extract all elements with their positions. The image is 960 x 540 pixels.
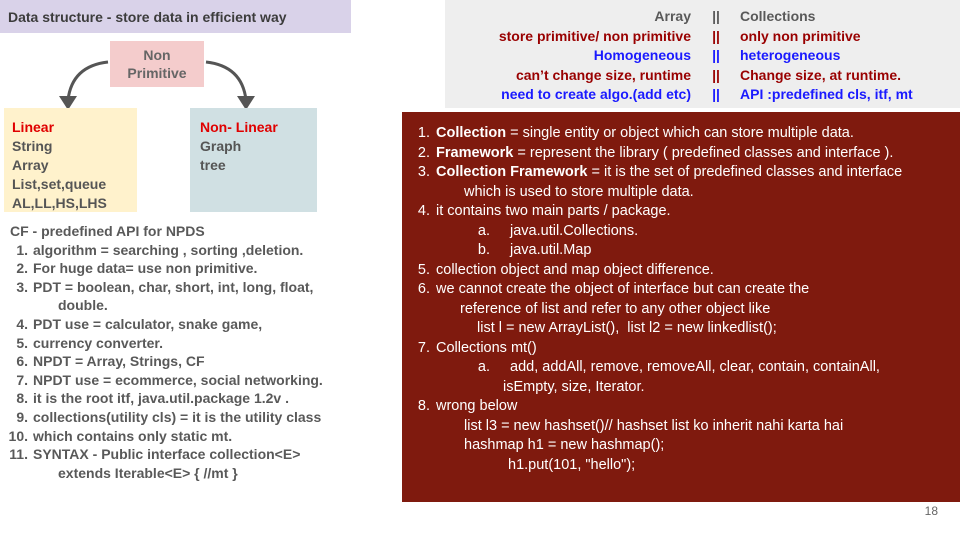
- slide-title: Data structure - store data in efficient way: [0, 0, 351, 33]
- note-number: 10.: [8, 427, 28, 444]
- note-text: collections(utility cls) = it is the utility class: [33, 408, 322, 425]
- framework-item-text: = single entity or object which can store multiple data.: [506, 125, 854, 141]
- separator: ||: [712, 66, 720, 83]
- separator-column: [708, 7, 724, 105]
- framework-item: [402, 378, 960, 398]
- note-number: 3.: [16, 278, 28, 295]
- note-text: extends Iterable<E> { //mt }: [58, 464, 238, 481]
- framework-item-number: 5.: [417, 261, 430, 278]
- collection-framework-notes: [402, 112, 960, 502]
- framework-item-number: [402, 319, 436, 339]
- framework-term: Collection Framework: [436, 164, 588, 180]
- framework-item: [402, 124, 960, 144]
- framework-item-text: hashmap h1 = new hashmap();: [464, 437, 665, 453]
- framework-item: [402, 261, 960, 281]
- array-point: need to create algo.(add etc): [501, 86, 691, 102]
- framework-item: [402, 183, 960, 203]
- note-text: PDT use = calculator, snake game,: [33, 315, 263, 332]
- framework-item-number: 4.: [417, 203, 430, 219]
- framework-term: Framework: [436, 144, 514, 161]
- note-number: [0, 296, 33, 315]
- framework-item-text: we cannot create the object of interface but can create the: [436, 281, 810, 297]
- framework-item: [402, 144, 960, 164]
- linear-item: List,set,queue: [12, 176, 107, 192]
- framework-item-number: 1.: [417, 125, 430, 141]
- note-item: [0, 334, 400, 353]
- framework-item-number: 8.: [417, 398, 430, 414]
- framework-item-number: [402, 436, 436, 456]
- collections-point: Change size, at runtime.: [740, 66, 902, 83]
- framework-item: [402, 417, 960, 437]
- non-primitive-line1: Non: [143, 47, 171, 63]
- note-item: [0, 445, 400, 464]
- sub-item-letter: a.: [477, 222, 490, 239]
- note-text: which contains only static mt.: [33, 427, 233, 444]
- left-notes: [0, 222, 400, 482]
- framework-item: [402, 339, 960, 359]
- sub-item-text: java.util.Map: [510, 242, 592, 258]
- framework-item-number: [402, 417, 436, 437]
- note-item: [0, 464, 400, 483]
- sub-item-letter: a.: [477, 359, 490, 375]
- framework-item-text: Collections mt(): [436, 339, 537, 356]
- non-linear-item: tree: [200, 157, 226, 173]
- note-item: [0, 389, 400, 408]
- non-primitive-line2: Primitive: [127, 65, 187, 81]
- framework-item-text: list l = new ArrayList(), list l2 = new linkedlist();: [477, 320, 777, 336]
- framework-item: [402, 436, 960, 456]
- arrow-to-linear: [68, 62, 108, 100]
- note-item: [0, 296, 400, 315]
- collections-point: heterogeneous: [740, 47, 841, 63]
- sub-item-letter: b.: [477, 242, 490, 258]
- separator: ||: [712, 86, 720, 102]
- framework-item: [402, 456, 960, 476]
- framework-item: [402, 319, 960, 339]
- linear-box: [4, 108, 137, 212]
- non-primitive-box: [110, 41, 204, 87]
- note-number: 7.: [16, 371, 28, 388]
- note-text: it is the root itf, java.util.package 1.2v .: [33, 390, 289, 407]
- note-text: For huge data= use non primitive.: [33, 260, 258, 277]
- framework-item-text: which is used to store multiple data.: [464, 183, 694, 200]
- framework-item-text: isEmpty, size, Iterator.: [503, 378, 645, 395]
- framework-item-text: h1.put(101, "hello");: [508, 456, 636, 473]
- framework-item-number: [402, 183, 436, 203]
- framework-item-text: wrong below: [436, 398, 518, 414]
- note-text: PDT = boolean, char, short, int, long, float,: [33, 278, 314, 295]
- note-number: 11.: [9, 446, 28, 463]
- linear-item: Array: [12, 157, 49, 173]
- note-item: [0, 427, 400, 446]
- linear-item: String: [12, 138, 53, 154]
- separator: ||: [712, 47, 720, 63]
- note-item: [0, 408, 400, 427]
- framework-item-text: = it is the set of predefined classes and interface: [587, 164, 903, 180]
- framework-item: [402, 280, 960, 300]
- framework-item: [402, 163, 960, 183]
- framework-item-text: list l3 = new hashset()// hashset list ko inherit nahi karta hai: [464, 417, 844, 434]
- note-text: currency converter.: [33, 334, 163, 351]
- framework-item-number: 3.: [417, 164, 430, 180]
- framework-item-number: 6.: [417, 281, 430, 297]
- left-notes-header: CF - predefined API for NPDS: [10, 223, 205, 239]
- non-linear-heading: Non- Linear: [200, 119, 278, 135]
- array-point: store primitive/ non primitive: [498, 27, 691, 44]
- note-number: 8.: [16, 390, 28, 407]
- page-number: 18: [924, 504, 938, 518]
- collections-point: API :predefined cls, itf, mt: [740, 86, 913, 102]
- note-text: double.: [58, 297, 108, 314]
- array-point: can’t change size, runtime: [515, 66, 691, 83]
- note-number: 6.: [16, 353, 28, 370]
- note-number: 4.: [16, 315, 28, 332]
- note-item: [0, 315, 400, 334]
- array-point: Homogeneous: [593, 47, 691, 63]
- non-linear-box: [190, 108, 317, 212]
- framework-item-text: collection object and map object difference.: [436, 261, 714, 278]
- collections-header: Collections: [740, 8, 816, 24]
- linear-heading: Linear: [12, 119, 55, 135]
- collections-column: [740, 7, 960, 105]
- note-number: 5.: [16, 334, 28, 351]
- note-item: [0, 259, 400, 278]
- framework-item: [402, 202, 960, 222]
- framework-item-text: reference of list and refer to any other object like: [460, 300, 771, 317]
- framework-item: [402, 300, 960, 320]
- framework-item-number: [402, 456, 436, 476]
- framework-term: Collection: [436, 125, 507, 141]
- note-number: 2.: [16, 260, 28, 277]
- note-item: [0, 371, 400, 390]
- framework-item-text: = represent the library ( predefined classes and interface ).: [513, 144, 894, 161]
- array-header: Array: [654, 8, 691, 24]
- note-number: 1.: [16, 241, 28, 258]
- framework-item: [402, 241, 960, 261]
- framework-item-number: 2.: [417, 144, 430, 161]
- note-text: SYNTAX - Public interface collection<E>: [33, 446, 301, 463]
- linear-item: AL,LL,HS,LHS: [12, 195, 107, 211]
- non-linear-item: Graph: [200, 138, 242, 154]
- framework-item-text: it contains two main parts / package.: [436, 203, 671, 219]
- framework-item-number: 7.: [417, 339, 430, 356]
- framework-item: [402, 397, 960, 417]
- sub-item-text: java.util.Collections.: [510, 222, 639, 239]
- note-text: NPDT use = ecommerce, social networking.: [33, 371, 323, 388]
- arrow-to-non-linear: [206, 62, 246, 100]
- framework-item: [402, 222, 960, 242]
- comparison-box: [445, 0, 960, 108]
- note-text: NPDT = Array, Strings, CF: [33, 353, 205, 370]
- note-text: algorithm = searching , sorting ,deletion.: [33, 241, 304, 258]
- framework-item: [402, 358, 960, 378]
- note-item: [0, 352, 400, 371]
- framework-item-number: [402, 300, 436, 320]
- framework-item-number: [402, 378, 436, 398]
- note-number: 9.: [16, 408, 28, 425]
- array-column: [445, 7, 691, 105]
- separator: ||: [712, 8, 720, 24]
- separator: ||: [712, 27, 720, 44]
- note-number: [0, 464, 33, 483]
- sub-item-text: add, addAll, remove, removeAll, clear, contain, containAll,: [510, 359, 880, 375]
- note-item: [0, 241, 400, 260]
- collections-point: only non primitive: [740, 27, 861, 44]
- note-item: [0, 278, 400, 297]
